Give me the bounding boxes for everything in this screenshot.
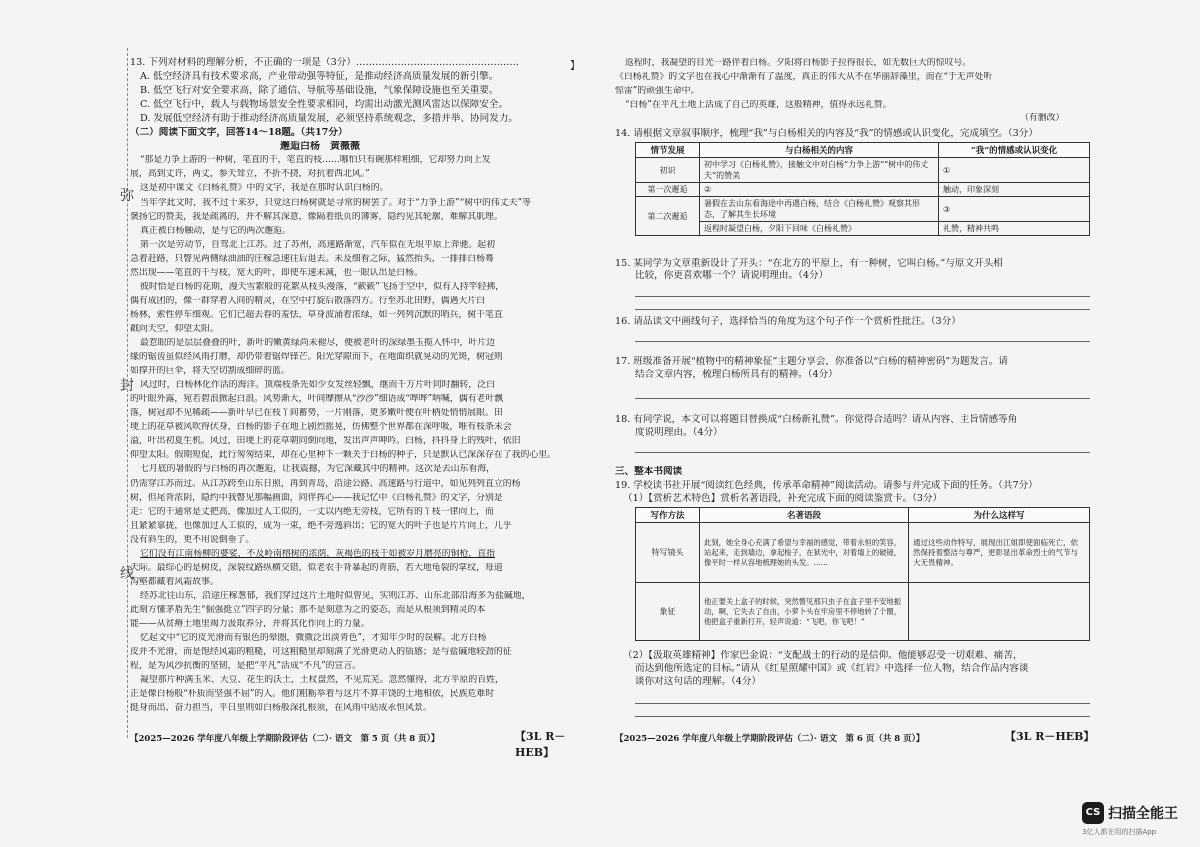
left-text-line: 且紧紧靠拢，也像加过人工似的，成为一束，绝不旁逸斜出；它的宽大的叶子也是片片向上，几乎 (130, 520, 512, 531)
answer-line[interactable] (635, 296, 1090, 297)
answer-line[interactable] (635, 398, 1090, 399)
left-text-line: 戳向天空，仰望太阳。 (130, 323, 219, 334)
table-19-header: 为什么这样写 (909, 508, 1090, 523)
table-row (636, 222, 1090, 236)
table-14 (635, 142, 1090, 236)
left-text-line: 树，但尾背浓阴，隐约中我瞥见那幅画面，同伴挥心——我记忆中《白杨礼赞》的文字，分别是 (130, 492, 503, 503)
answer-blank-2[interactable]: ② (700, 183, 939, 197)
table-cell: 暑假在去山东看海途中再遇白杨，结合《白杨礼赞》观察其形态，了解其生长环境 (700, 197, 939, 222)
left-text-line: 13. 下列对材料的理解分析，不正确的一项是（3分）…………………………………………… (130, 57, 519, 68)
table-14-header: 与白杨相关的内容 (700, 143, 939, 158)
left-text-line: 凝望那片种满玉米、大豆、花生的沃土，土杖盘然，不见荒芜。忽然懂得，北方平原的百姓， (140, 675, 504, 686)
table-cell: 通过这些动作特写，展现出江姐即使面临死亡，依然保持着整洁与尊严，更彰显出革命烈士的气节与大无畏精神。 (909, 523, 1090, 583)
table-row (636, 197, 1090, 222)
question-15-cont: 比较，你更喜欢哪一个？请说明理由。（4分） (635, 270, 829, 281)
left-text-line: 走：它的干通常是丈把高，像加过人工似的，一丈以内绝无旁枝，它所有的丫枝一律向上，而 (130, 506, 494, 517)
left-text-line: 的叶眼外露，宛若碧浪掀起白浪。风势渐大，叶间摩擦从“沙沙”细语成“哗哗”呐喊，偶有老叶飘 (130, 394, 504, 405)
left-text-line: 皮并不光滑，而是饱经风霜的粗糙，可这粗糙里却刻满了光滑更动人的质感；是与盐碱地较劲的征 (130, 647, 512, 658)
left-text-line: 彼时恰是白杨的花期，漫天雪絮般的花絮从枝头漫落，“簌簌”飞扬于空中，似有人持竿轻拂， (140, 281, 505, 292)
table-19-header: 名著语段 (700, 508, 909, 523)
camscanner-logo-icon: CS (1082, 802, 1104, 824)
left-text-line: 褒扬它的赞美，我是疏离的，并不解其深意，像隔着纸页的薄雾，隐约见其轮廓，难解其肌理。 (130, 211, 503, 222)
left-exam-code: 【3L R－HEB】 (515, 730, 566, 759)
answer-line[interactable] (635, 716, 1090, 717)
left-text-line: （二）阅读下面文字，回答14～18题。（共17分） (130, 127, 348, 139)
table-cell: 第一次邂逅 (636, 183, 700, 197)
left-text-line: 风过时，白杨林化作活的海洋。顶端枝条先如少女发丝轻飘，继而千万片叶同时翻转，泛白 (140, 380, 495, 391)
table-19-header: 写作方法 (636, 508, 700, 523)
left-text-line: 第一次是劳动节，自驾北上江苏。过了苏州，高速路渐宽，汽车似在无垠平原上奔驰。起初 (140, 239, 495, 250)
answer-blank-symbol[interactable] (909, 583, 1090, 641)
left-text-line: 展，高到丈许，两丈，参天耸立，不折不挠，对抗着西北风。” (130, 169, 370, 180)
table-19 (635, 507, 1090, 641)
left-text-line: B. 低空飞行对安全要求高，除了通信、导航等基础设施，气象保障设施也至关重要。 (140, 85, 499, 97)
question-19-2-cont: 谈你对这句话的理解。（4分） (635, 676, 762, 687)
left-text-line: 缘的锯齿虽似经风雨打磨，却仍带着锯焊锋芒。阳光穿隙而下，在地面织就晃动的光斑，树冠则 (130, 352, 503, 363)
answer-line[interactable] (635, 341, 1090, 342)
right-exam-code: 【3L R－HEB】 (1005, 730, 1095, 743)
left-text-line: 没有斜生的，更不用说倒垂了。 (130, 534, 255, 545)
source-note: （有删改） (1020, 113, 1065, 123)
right-text-line: “白杨”在平凡土地上活成了自己的英雄，这般精神，值得永远礼赞。 (625, 100, 892, 110)
scanner-name: 扫描全能王 (1108, 806, 1178, 822)
left-page (130, 0, 590, 760)
left-footer: 【2025—2026 学年度八年级上学期阶段评估（二）· 语文 第 5 页（共 8 页）】 (130, 734, 440, 744)
left-text-line: 这是初中课文《白杨礼赞》中的文字，我是在那时认识白杨的。 (140, 183, 389, 194)
right-footer: 【2025—2026 学年度八年级上学期阶段评估（二）· 语文 第 6 页（共 8 页）】 (615, 734, 925, 744)
table-14-header: “我”的情感或认识变化 (939, 143, 1090, 158)
table-cell: 初识 (636, 158, 700, 183)
question-17: 17. 班级准备开展“植物中的精神象征”主题分享会，你准备以“白杨的精神密码”为题发言。请 (615, 356, 1008, 367)
table-row (636, 183, 1090, 197)
left-text-line: 偶有成团的，像一群穿着入间的精灵，在空中打旋后散落四方。行至苏北田野，偶遇大片白 (130, 295, 485, 306)
left-text-line: C. 低空飞行中，载人与载物场景安全性要求相同，均需出动激光测风雷达以保障安全。 (140, 99, 509, 111)
left-text-line: A. 低空经济具有技术要求高，产业带动强等特征，是推动经济高质量发展的新引擎。 (140, 71, 499, 83)
left-text-line: D. 发展低空经济有助于推动经济高质量发展，必须坚持系统观念，多措并举、协同发力。 (140, 113, 519, 125)
table-cell: 礼赞，精神共鸣 (939, 222, 1090, 236)
left-text-line: 杨林，索性停车细观。它们已超去春的羞怯，草身波涌着浓绿，如一列列沉默的哨兵，树干笔直 (130, 309, 503, 320)
left-text-line: 仰望太阳。假期短促，此行匆匆结束，却在心里种下一颗关于白杨的种子，只是默认已深深存在了我的心里。 (130, 450, 556, 461)
table-row (636, 523, 1090, 583)
left-text-line: 邂逅白杨 黄薇薇 (280, 141, 360, 153)
right-text-line: 《白杨礼赞》的文字也在我心中渐渐有了温度，真正的伟大从不在华丽辞藻里，而在“于无声处听 (615, 72, 993, 82)
left-text-line: “那是力争上游的一种树，笔直的干，笔直的枝……哪怕只有碗那样粗细，它却努力向上发 (140, 155, 491, 166)
left-text-line: 最惹眼的是层层叠叠的叶，新叶的嫩黄绿尚未褪尽，便被老叶的深绿墨玉揽入怀中，叶片边 (140, 338, 495, 348)
left-text-line: 溢，叶出初夏生机。风过，田埂上的花草朝同倒向地，发出声声呻吟。白杨，抖抖身上的残叶，依旧 (130, 436, 521, 447)
right-text-line: 返程时，我凝望的目光一路伴着白杨。夕阳将白杨影子拉得很长，如无数巨大的惊叹号。 (625, 58, 972, 68)
question-17-cont: 结合文章内容，梳理白杨所具有的精神。（4分） (635, 369, 838, 380)
left-text-line: 然出现——笔直的干与枝，宽大的叶，即使车速未减，也一眼认出是白杨。 (130, 267, 423, 278)
scanner-watermark (1082, 800, 1197, 840)
question-19-2-cont: 而达到他所选定的目标。”请从《红星照耀中国》或《红岩》中选择一位人物，结合作品内容谈 (635, 663, 1029, 674)
question-19: 19. 学校读书社开展“阅读红色经典，传承革命精神”阅读活动。请参与并完成下面的任务。（共7分） (615, 480, 1038, 491)
answer-blank-3[interactable]: ③ (939, 197, 1090, 222)
table-row (636, 583, 1090, 641)
binding-mark-mi: 弥 (120, 188, 134, 204)
table-cell: 象征 (636, 583, 700, 641)
left-text-line: 如撑开的巨伞，将天空切割成细碎的蓝。 (130, 366, 290, 377)
left-text-line: 能——从贫瘠土地里竭力汲取养分，并将其化作向上的力量。 (130, 619, 370, 629)
table-cell: 第二次邂逅 (636, 197, 700, 236)
table-cell: 触动，印象深刻 (939, 183, 1090, 197)
scanner-slogan: 3亿人都在用的扫描App (1082, 828, 1157, 836)
question-19-2: （2）【汲取英雄精神】作家巴金说：“支配战士的行动的是信仰。他能够忍受一切艰难、痛苦， (623, 650, 1023, 661)
table-cell: 初中学习《白杨礼赞》，接触文中对白杨“力争上游”“树中的伟丈夫”的赞美 (700, 158, 939, 183)
question-15: 15. 某同学为文章重新设计了开头：“在北方的平原上，有一种树，它叫白杨。”与原文开头相 (615, 258, 1003, 269)
question-19-1: （1）【赏析艺术特色】赏析名著语段，补充完成下面的阅读鉴赏卡。（3分） (623, 493, 943, 504)
left-text-line: 挺身而出、奋力担当，平日里则如白杨般深扎根须，在风雨中站成永恒风景。 (130, 703, 432, 714)
binding-mark-feng: 封 (120, 378, 134, 394)
table-cell: 特写镜头 (636, 523, 700, 583)
left-text-line: 此刻方懂茅盾先生“倔强挺立”四字的分量；那不是刻意为之的姿态，而是从根须到精灵的本 (130, 604, 486, 615)
question-16: 16. 请品读文中画线句子，选择恰当的角度为这个句子作一个赏析性批注。（3分） (615, 316, 961, 327)
answer-line[interactable] (635, 309, 1090, 310)
right-text-line: 惊雷”的顽强生命中。 (615, 86, 700, 96)
left-text-line: 正是像白杨般“朴质而坚强不屈”的人。他们粗粝举着与这片不算丰饶的土地相依，民族危难时 (130, 689, 495, 700)
answer-line[interactable] (635, 452, 1090, 453)
left-text-line: 天际。最综心的是树皮，深裂纹路纵横交错，似老农手背暴起的青筋，若大地龟裂的掌纹，每道 (130, 562, 503, 573)
table-cell: 此刻，她全身心充满了希望与幸福的感觉，带着永恒的笑容，站起来，走到墙边，拿起梭子，在狱光中，对着墙上的破镜，像平时一样从容地梳理她的头发。…… (700, 523, 909, 583)
table-cell: 返程时凝望白杨，夕阳下回味《白杨礼赞》 (700, 222, 939, 236)
section-title-3: 三、整本书阅读 (615, 466, 683, 477)
left-text-line: 当年学此文时，我不过十来岁，只觉这白杨树就是寻常的树罢了。对于“力争上游”“树中的伟丈夫”等 (140, 197, 531, 208)
left-text-line: 程，是为风沙抗衡的坚韧，是把“平凡”活成“不凡”的宣言。 (130, 661, 362, 672)
table-row (636, 158, 1090, 183)
answer-line[interactable] (635, 703, 1090, 704)
right-page (615, 0, 1095, 760)
left-text-line: 仍需穿江苏而过。从江苏跨至山东日照，再到青岛，沿途公路、高速路与行道中，如见列列直立的杨 (130, 478, 521, 489)
left-text-line: 急着赶路，只瞥见两侧绿油油的庄稼急速往后退去。未及细看之际，猛然抬头，一排排白杨蓦 (130, 253, 494, 264)
question-18-cont: 度说明理由。（4分） (635, 427, 723, 438)
answer-blank-1[interactable]: ① (939, 158, 1090, 183)
left-text-line: 真正被白杨触动，是与它的两次邂逅。 (140, 225, 291, 236)
answer-bracket: 】 (570, 61, 580, 72)
left-text-line: 七月底的暑假的与白杨的再次邂逅，让我震撼，为它深藏其中的精神。这次是去山东看海， (140, 464, 495, 475)
table-14-header: 情节发展 (636, 143, 700, 158)
left-text-line: 落，树冠却不见稀疏——新叶早已在枝丫间蓄势，一片刚落，更多嫩叶便在叶柄处悄悄展眼。田 (130, 408, 503, 419)
left-text-line: 它们没有江南杨柳的婆娑，不及岭南榕树的浓荫，灰褐色的枝干如被岁月磨亮的铜枪，直指 (140, 548, 495, 559)
left-text-line: 经苏北往山东，沿途庄稼葱郁，我们穿过这片土地时似曾见，实则江苏、山东北部沿海多为盐碱地， (140, 590, 531, 601)
table-cell: 他正要关上盒子的时候，突然瞥见那只虫子在盒子里不安地振动，啊，它失去了自由，小萝卜头在牢房里不停地转了个圈，他把盒子重新打开，轻声说道：“飞吧，你飞吧！” (700, 583, 909, 641)
question-18: 18. 有同学说，本文可以将题目替换成“白杨新礼赞”。你觉得合适吗？请从内容、主旨情感等角 (615, 414, 1018, 425)
left-text-line: 埂上的花草被风吹得伏身，白杨的影子在地上剧烈摇晃，仿佛整个世界都在深呼吸，唯有枝条未会 (130, 422, 512, 433)
left-text-line: 忆起文中“它的皮光滑而有银色的晕圈，微微泛出淡青色”，才知年少时的误解。北方白杨 (140, 633, 487, 644)
binding-mark-xian: 线 (120, 566, 134, 582)
question-14: 14. 请根据文章叙事顺序，梳理“我”与白杨相关的内容及“我”的情感或认识变化，完成填空。（3分） (615, 128, 1038, 139)
left-text-line: 沟壑都藏着风霜故事。 (130, 576, 219, 587)
